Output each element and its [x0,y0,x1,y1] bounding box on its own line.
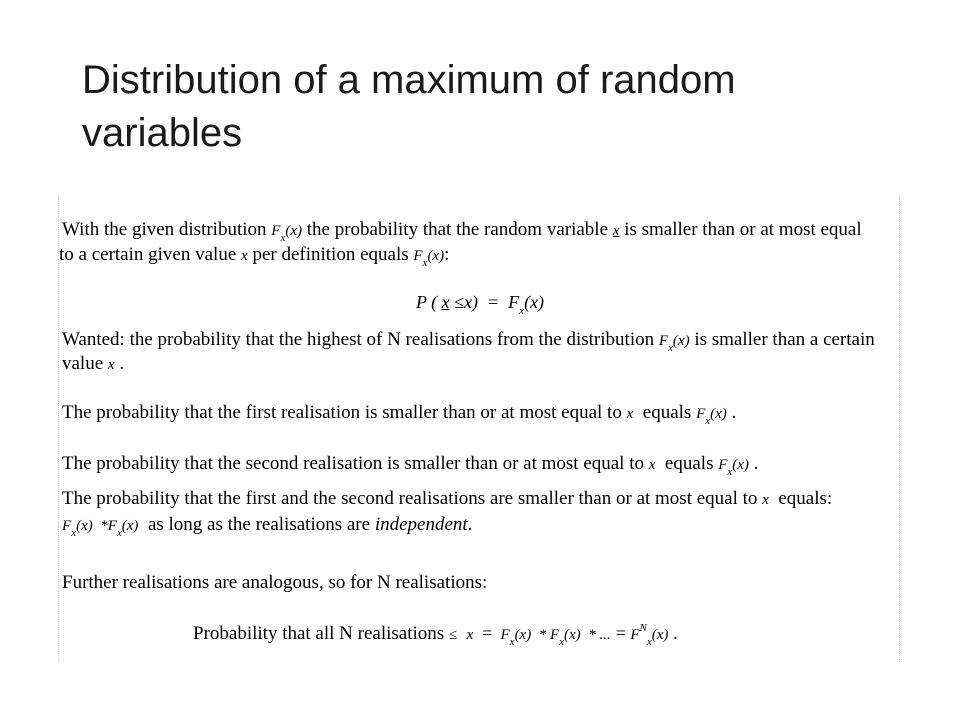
paragraph-6: Further realisations are analogous, so for N realisations: [62,572,488,593]
paragraph-1-line-2: to a certain given value x per definition equals $F_x(x)$: [59,244,450,269]
equation-all-realisations: Probability that all N realisations ≤ $x = F_x(x) * F_x(x)$ * ... = $F^N_x(x)$ . [193,622,678,648]
product-of-distributions: $F_x(x)$ $*F_x(x)$ [62,518,139,539]
paragraph-5-line-2: $F_x(x)$ $*F_x(x)$ as long as the realisations are independent. [62,514,473,539]
paragraph-4: The probability that the second realisation is smaller than or at most equal to x equals $F_x(x)$ . [62,453,759,478]
distribution-function: $F_x(x)$ [696,406,727,427]
random-variable: x [612,223,620,239]
distribution-function: $F_x(x)$ [413,248,445,269]
distribution-function: $F_x(x)$ [718,457,749,478]
distribution-function: $F_x(x)$ [271,223,302,244]
paragraph-2-line-1: Wanted: the probability that the highest of N realisations from the distribution $F_x(x)$ is smaller than a certain [62,329,875,354]
given-value: x [241,248,248,264]
equation-probability-definition: P ( $x \le x) = F_x(x)$ [415,292,545,317]
distribution-function: $F_x(x)$ [658,333,690,354]
paragraph-2-line-2: value x . [62,353,125,374]
slide-title: Distribution of a maximum of random variables [82,58,736,155]
paragraph-3: The probability that the first realisation is smaller than or at most equal to x equals $F_x(x)$ . [62,402,737,427]
paragraph-1-line-1: With the given distribution $F_x(x)$ the probability that the random variable x is smaller than or at most equal [62,219,862,244]
final-formula: $x = F_x(x) * F_x(x)$ * ... = $F^N_x(x)$ [466,622,669,648]
paragraph-5-line-1: The probability that the first and the second realisations are smaller than or at most equal to x equals: [62,488,833,509]
